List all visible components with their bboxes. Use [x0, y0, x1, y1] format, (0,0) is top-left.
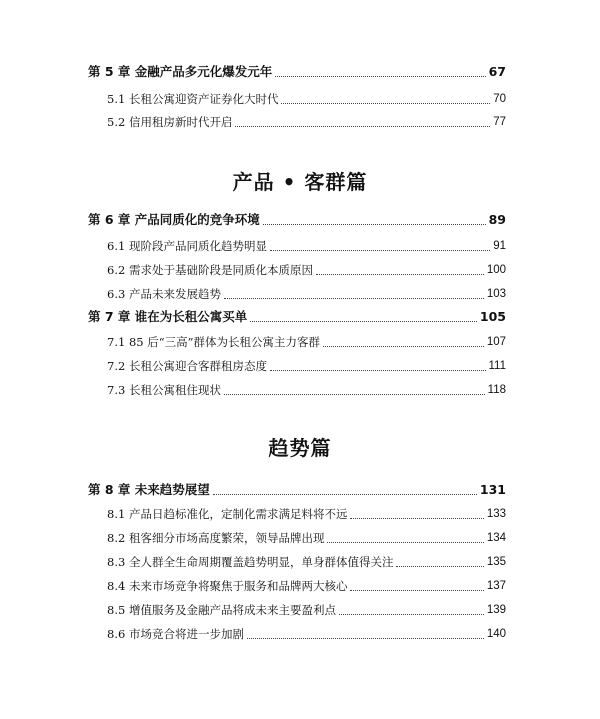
- section-title: 7.2 长租公寓迎合客群租房态度: [107, 359, 267, 373]
- page-number: 91: [493, 240, 506, 252]
- toc-entry-section-7-3[interactable]: [0, 380, 600, 398]
- toc-entry-section-8-1[interactable]: [0, 504, 600, 522]
- toc-entry-section-8-4[interactable]: [0, 576, 600, 594]
- section-title: 8.1 产品日趋标准化，定制化需求满足料将不远: [107, 507, 348, 521]
- chapter-title: 第 8 章 未来趋势展望: [88, 482, 210, 497]
- dot-leader: [275, 76, 485, 77]
- page-number: 134: [486, 532, 506, 544]
- toc-entry-section-6-1[interactable]: [0, 236, 600, 254]
- dot-leader: [263, 224, 486, 225]
- dot-leader: [323, 346, 484, 347]
- page-number: 140: [486, 628, 506, 640]
- page-number: 111: [488, 360, 506, 372]
- dot-leader: [224, 394, 485, 395]
- page-number: 135: [486, 556, 506, 568]
- toc-entry-chapter-8[interactable]: [0, 480, 600, 498]
- dot-leader: [281, 103, 490, 104]
- section-title: 6.3 产品未来发展趋势: [107, 287, 221, 301]
- page-number: 133: [486, 508, 506, 520]
- page-number: 105: [479, 309, 506, 324]
- toc-entry-chapter-5[interactable]: [0, 62, 600, 80]
- section-title: 5.2 信用租房新时代开启: [107, 115, 233, 129]
- page-number: 89: [488, 212, 506, 227]
- toc-entry-section-8-3[interactable]: [0, 552, 600, 570]
- section-title: 6.1 现阶段产品同质化趋势明显: [107, 239, 267, 253]
- dot-leader: [316, 274, 484, 275]
- dot-leader: [247, 638, 484, 639]
- toc-entry-chapter-6[interactable]: [0, 210, 600, 228]
- section-title: 7.3 长租公寓租住现状: [107, 383, 221, 397]
- section-title: 8.5 增值服务及金融产品将成未来主要盈利点: [107, 603, 336, 617]
- dot-leader: [350, 590, 483, 591]
- page-number: 77: [493, 116, 506, 128]
- section-title: 8.2 租客细分市场高度繁荣，领导品牌出现: [107, 531, 325, 545]
- toc-entry-section-8-2[interactable]: [0, 528, 600, 546]
- toc-entry-section-7-1[interactable]: [0, 332, 600, 350]
- section-title: 7.1 85 后“三高”群体为长租公寓主力客群: [107, 335, 320, 349]
- toc-entry-section-7-2[interactable]: [0, 356, 600, 374]
- dot-leader: [250, 321, 477, 322]
- dot-leader: [396, 566, 483, 567]
- page-number: 118: [487, 384, 506, 396]
- page-number: 137: [486, 580, 506, 592]
- page-number: 100: [486, 264, 506, 276]
- chapter-title: 第 5 章 金融产品多元化爆发元年: [88, 64, 273, 79]
- page-number: 67: [488, 64, 506, 79]
- chapter-title: 第 7 章 谁在为长租公寓买单: [88, 309, 248, 324]
- toc-entry-section-6-3[interactable]: [0, 284, 600, 302]
- dot-leader: [235, 126, 490, 127]
- page-number: 131: [479, 482, 506, 497]
- chapter-title: 第 6 章 产品同质化的竞争环境: [88, 212, 260, 227]
- toc-entry-section-5-2[interactable]: [0, 112, 600, 130]
- dot-leader: [270, 370, 486, 371]
- toc-entry-section-6-2[interactable]: [0, 260, 600, 278]
- section-title: 6.2 需求处于基础阶段是同质化本质原因: [107, 263, 313, 277]
- page-number: 139: [486, 604, 506, 616]
- toc-entry-section-5-1[interactable]: [0, 89, 600, 107]
- dot-leader: [270, 250, 490, 251]
- page-number: 103: [486, 288, 506, 300]
- dot-leader: [350, 518, 483, 519]
- part-heading-trends: 趋势篇: [268, 436, 332, 460]
- dot-leader: [224, 298, 484, 299]
- toc-entry-section-8-5[interactable]: [0, 600, 600, 618]
- toc-entry-section-8-6[interactable]: [0, 624, 600, 642]
- dot-leader: [213, 494, 477, 495]
- dot-leader: [327, 542, 483, 543]
- section-title: 8.6 市场竞合将进一步加剧: [107, 627, 244, 641]
- page-number: 107: [486, 336, 506, 348]
- part-heading-product-customers: 产品 • 客群篇: [232, 170, 368, 194]
- dot-leader: [339, 614, 484, 615]
- toc-entry-chapter-7[interactable]: [0, 307, 600, 325]
- section-title: 8.3 全人群全生命周期覆盖趋势明显，单身群体值得关注: [107, 555, 394, 569]
- page-number: 70: [493, 93, 506, 105]
- section-title: 8.4 未来市场竞争将聚焦于服务和品牌两大核心: [107, 579, 348, 593]
- section-title: 5.1 长租公寓迎资产证券化大时代: [107, 92, 279, 106]
